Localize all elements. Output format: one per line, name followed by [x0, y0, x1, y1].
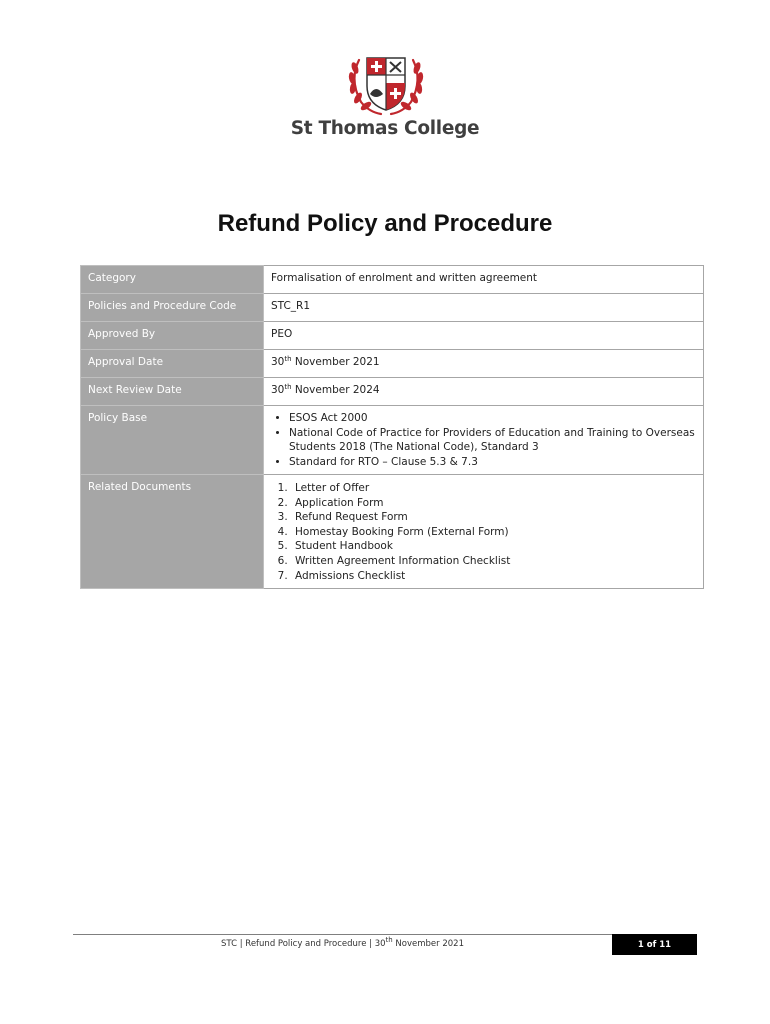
- next-review-label: Next Review Date: [81, 378, 264, 406]
- approved-by-label: Approved By: [81, 322, 264, 350]
- list-item: • ESOS Act 2000: [289, 411, 697, 426]
- page-number-badge: [612, 934, 697, 955]
- list-item: 1. Letter of Offer: [291, 481, 697, 496]
- policy-base-value: [264, 406, 704, 475]
- related-documents-label: Related Documents: [81, 475, 264, 589]
- next-review-rest: November 2024: [291, 384, 380, 396]
- list-item: 4. Homestay Booking Form (External Form): [291, 525, 697, 540]
- next-review-suffix: th: [284, 383, 292, 391]
- table-row: [81, 475, 704, 589]
- list-item: 2. Application Form: [291, 496, 697, 511]
- list-item: • Standard for RTO – Clause 5.3 & 7.3: [289, 455, 697, 470]
- footer-prefix: STC | Refund Policy and Procedure | 30: [221, 939, 386, 949]
- list-item: 3. Refund Request Form: [291, 510, 697, 525]
- policy-metadata-table: [80, 265, 704, 589]
- college-name: St Thomas College: [290, 118, 480, 139]
- policy-base-label: Policy Base: [81, 406, 264, 475]
- table-row: [81, 406, 704, 475]
- footer-divider: [73, 934, 612, 935]
- approval-date-suffix: th: [284, 355, 292, 363]
- table-row: [81, 266, 704, 294]
- code-label: Policies and Procedure Code: [81, 294, 264, 322]
- approval-date-day: 30: [271, 356, 285, 368]
- footer-text: [73, 936, 612, 949]
- document-title: Refund Policy and Procedure: [217, 210, 553, 237]
- list-item: 6. Written Agreement Information Checklist: [291, 554, 697, 569]
- page-number: 1 of 11: [637, 939, 672, 950]
- related-documents-value: [264, 475, 704, 589]
- list-item: • National Code of Practice for Providers of Education and Training to Overseas Students 2018 (The National Code), Standard 3: [289, 426, 697, 455]
- table-row: [81, 350, 704, 378]
- approval-date-value: [264, 350, 704, 378]
- list-item: 7. Admissions Checklist: [291, 569, 697, 584]
- table-row: [81, 294, 704, 322]
- next-review-value: [264, 378, 704, 406]
- category-value: Formalisation of enrolment and written agreement: [264, 266, 704, 294]
- approval-date-label: Approval Date: [81, 350, 264, 378]
- list-item: 5. Student Handbook: [291, 539, 697, 554]
- category-label: Category: [81, 266, 264, 294]
- crest-icon: [345, 50, 427, 120]
- code-value: STC_R1: [264, 294, 704, 322]
- policy-base-list: [271, 411, 697, 469]
- table-row: [81, 322, 704, 350]
- approval-date-rest: November 2021: [291, 356, 380, 368]
- related-documents-list: [271, 481, 697, 583]
- table-row: [81, 378, 704, 406]
- footer-rest: November 2021: [392, 939, 464, 949]
- next-review-day: 30: [271, 384, 285, 396]
- footer-suffix: th: [385, 936, 393, 944]
- approved-by-value: PEO: [264, 322, 704, 350]
